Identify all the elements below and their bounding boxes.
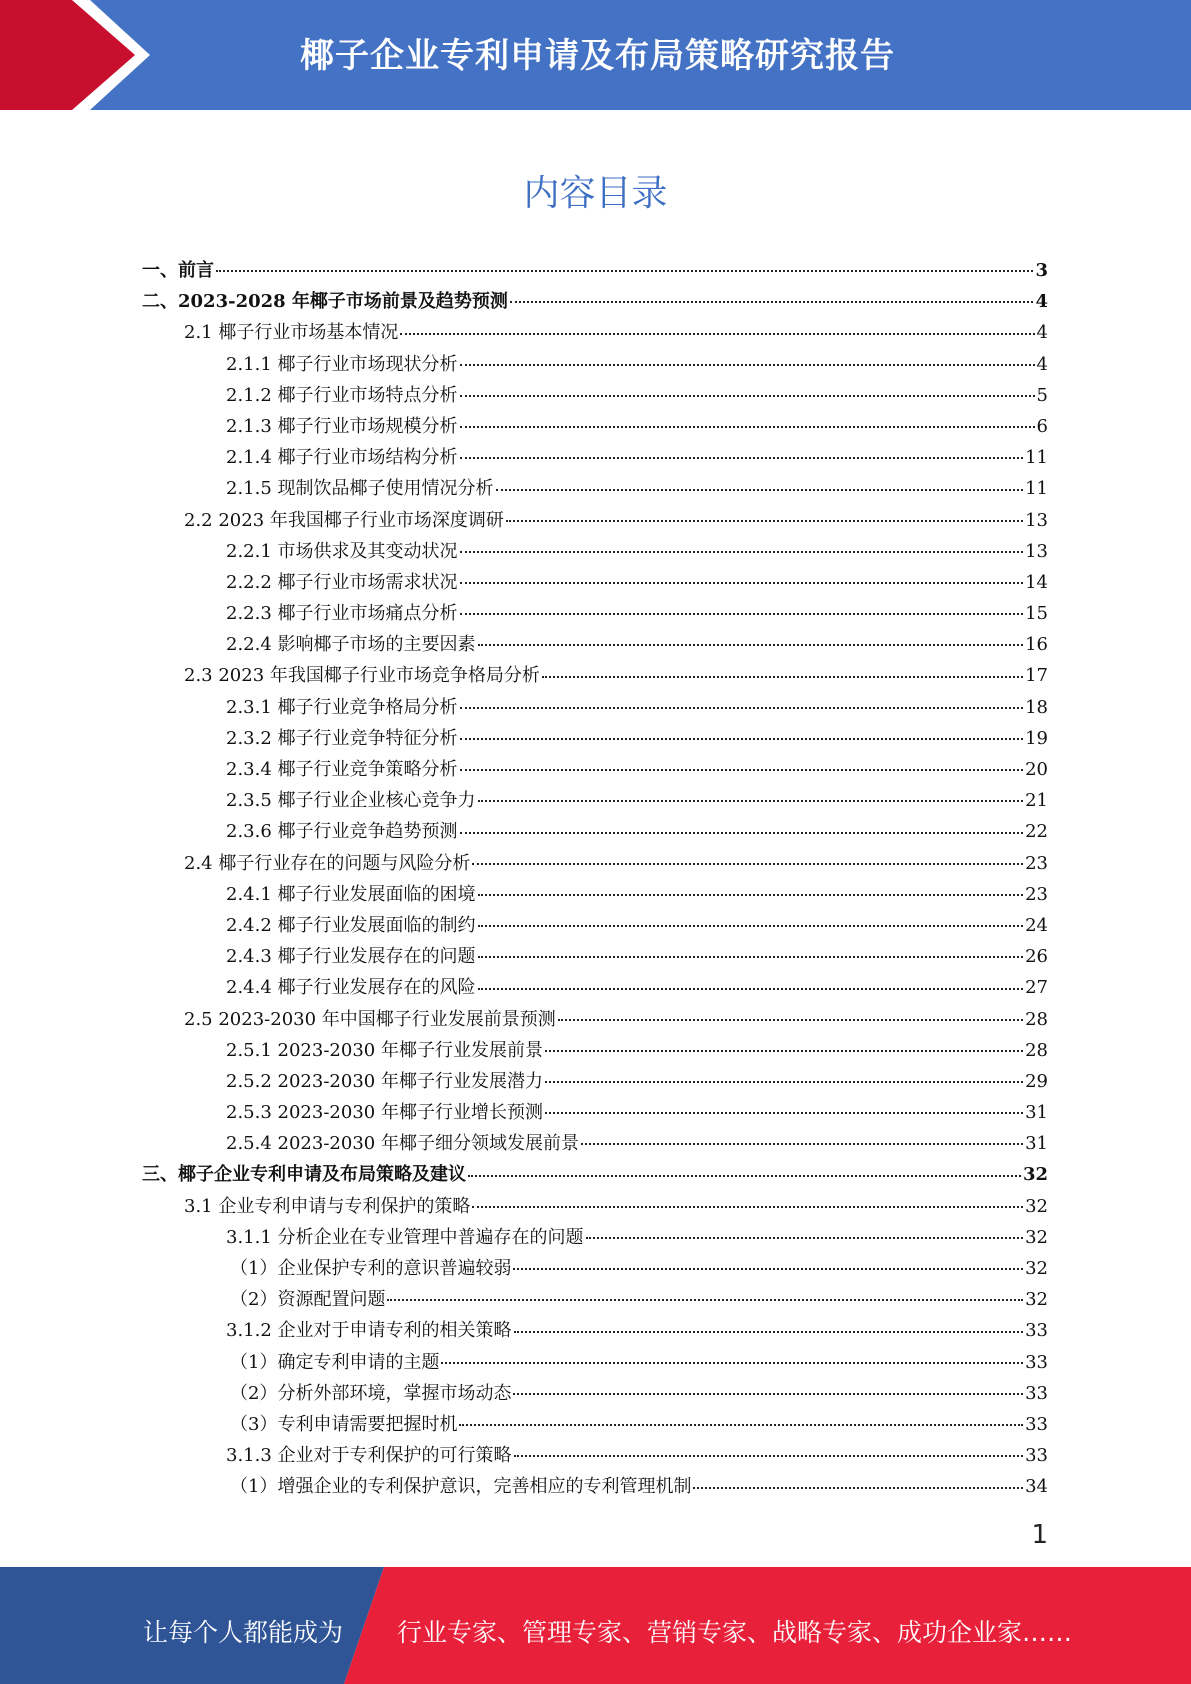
toc-entry-label: 2.3.1 椰子行业竞争格局分析 (226, 696, 458, 718)
toc-entry-page: 32 (1025, 1258, 1048, 1279)
toc-entry-label: 2.4.1 椰子行业发展面临的困境 (226, 883, 476, 905)
toc-leader-dots (460, 769, 1024, 771)
toc-entry-page: 11 (1025, 447, 1048, 469)
toc-entry-label: （2）分析外部环境，掌握市场动态 (230, 1382, 512, 1404)
toc-entry-page: 32 (1025, 1289, 1048, 1311)
toc-entry-label: 2.1 椰子行业市场基本情况 (184, 322, 399, 344)
toc-leader-dots (514, 1331, 1024, 1333)
toc-entry-page: 24 (1025, 914, 1048, 936)
toc-leader-dots (460, 832, 1024, 834)
toc-leader-dots (468, 1175, 1021, 1177)
toc-entry[interactable] (142, 473, 1048, 504)
toc-entry[interactable] (142, 1315, 1048, 1346)
toc-entry-page: 5 (1036, 384, 1048, 406)
toc-entry-page: 16 (1025, 634, 1048, 656)
toc-entry-label: 3.1.1 分析企业在专业管理中普遍存在的问题 (226, 1226, 584, 1248)
toc-leader-dots (460, 426, 1035, 428)
toc-entry[interactable] (142, 941, 1048, 972)
toc-entry-page: 28 (1025, 1008, 1048, 1030)
toc-entry-page: 32 (1022, 1164, 1048, 1186)
toc-leader-dots (460, 551, 1024, 553)
page-number: 1 (1031, 1520, 1048, 1550)
toc-leader-dots (545, 1050, 1023, 1052)
toc-leader-dots (545, 1081, 1023, 1083)
toc-entry[interactable] (142, 1004, 1048, 1035)
toc-entry-page: 22 (1025, 821, 1048, 843)
toc-entry-page: 26 (1025, 946, 1048, 968)
toc-leader-dots (514, 1455, 1024, 1457)
toc-entry[interactable] (142, 1253, 1048, 1284)
toc-entry-label: 二、2023-2028 年椰子市场前景及趋势预测 (142, 291, 508, 313)
toc-entry-label: 2.4.3 椰子行业发展存在的问题 (226, 946, 476, 968)
toc-entry-label: 2.3.6 椰子行业竞争趋势预测 (226, 821, 458, 843)
toc-entry-page: 23 (1025, 852, 1048, 874)
toc-entry-label: 2.1.2 椰子行业市场特点分析 (226, 384, 458, 406)
toc-leader-dots (478, 894, 1024, 896)
toc-entry[interactable] (142, 1035, 1048, 1066)
toc-entry[interactable] (142, 692, 1048, 723)
toc-leader-dots (460, 395, 1035, 397)
toc-entry[interactable] (142, 286, 1048, 317)
toc-entry-label: 2.5.2 2023-2030 年椰子行业发展潜力 (226, 1070, 543, 1092)
toc-leader-dots (478, 956, 1024, 958)
toc-entry[interactable] (142, 536, 1048, 567)
toc-leader-dots (545, 1112, 1023, 1114)
toc-leader-dots (496, 489, 1024, 491)
toc-leader-dots (558, 1019, 1023, 1021)
report-title: 椰子企业专利申请及布局策略研究报告 (300, 36, 895, 76)
toc-entry[interactable] (142, 629, 1048, 660)
toc-leader-dots (581, 1143, 1023, 1145)
toc-leader-dots (478, 644, 1024, 646)
toc-leader-dots (510, 301, 1034, 303)
toc-entry-label: 2.4.4 椰子行业发展存在的风险 (226, 977, 476, 999)
toc-entry[interactable] (142, 972, 1048, 1003)
toc-entry-page: 31 (1025, 1102, 1048, 1124)
toc-entry[interactable] (142, 910, 1048, 941)
toc-entry-page: 33 (1025, 1413, 1048, 1435)
toc-entry-label: 2.3.5 椰子行业企业核心竞争力 (226, 790, 476, 812)
toc-entry[interactable] (142, 317, 1048, 348)
toc-entry-page: 34 (1025, 1476, 1048, 1498)
toc-entry-label: 2.5 2023-2030 年中国椰子行业发展前景预测 (184, 1008, 556, 1030)
toc-entry-label: 2.5.1 2023-2030 年椰子行业发展前景 (226, 1039, 543, 1061)
toc-entry[interactable] (142, 505, 1048, 536)
toc-entry[interactable] (142, 1284, 1048, 1315)
toc-entry[interactable] (142, 349, 1048, 380)
toc-leader-dots (478, 800, 1024, 802)
table-of-contents (142, 255, 1048, 1503)
toc-entry-label: 2.1.1 椰子行业市场现状分析 (226, 353, 458, 375)
toc-entry-page: 13 (1025, 509, 1048, 531)
toc-entry-page: 33 (1025, 1351, 1048, 1373)
toc-entry-page: 31 (1025, 1133, 1048, 1155)
toc-leader-dots (460, 457, 1024, 459)
toc-entry[interactable] (142, 723, 1048, 754)
toc-leader-dots (693, 1487, 1023, 1489)
toc-entry-page: 4 (1036, 322, 1048, 344)
toc-entry-label: 3.1.3 企业对于专利保护的可行策略 (226, 1445, 512, 1467)
toc-leader-dots (513, 1393, 1023, 1395)
toc-leader-dots (542, 676, 1023, 678)
toc-leader-dots (400, 333, 1034, 335)
toc-entry-page: 18 (1025, 696, 1048, 718)
toc-entry-page: 6 (1036, 415, 1048, 437)
toc-entry[interactable] (142, 442, 1048, 473)
toc-heading: 内容目录 (523, 173, 668, 214)
toc-entry-page: 32 (1025, 1226, 1048, 1248)
toc-entry-page: 21 (1025, 790, 1048, 812)
toc-entry[interactable] (142, 380, 1048, 411)
toc-entry-label: 3.1 企业专利申请与专利保护的策略 (184, 1195, 471, 1217)
toc-entry-label: 2.2.2 椰子行业市场需求状况 (226, 571, 458, 593)
toc-entry-page: 33 (1025, 1445, 1048, 1467)
toc-entry-label: 2.2.4 影响椰子市场的主要因素 (226, 634, 476, 656)
toc-entry-page: 4 (1035, 291, 1048, 313)
toc-entry[interactable] (142, 1471, 1048, 1502)
toc-entry-page: 27 (1025, 977, 1048, 999)
toc-entry-label: （1）增强企业的专利保护意识，完善相应的专利管理机制 (230, 1476, 692, 1498)
toc-leader-dots (460, 582, 1024, 584)
footer-banner (0, 1567, 1191, 1684)
toc-entry-page: 33 (1025, 1320, 1048, 1342)
toc-entry[interactable] (142, 660, 1048, 691)
toc-entry-label: 2.3.2 椰子行业竞争特征分析 (226, 727, 458, 749)
toc-entry-label: 2.3 2023 年我国椰子行业市场竞争格局分析 (184, 665, 540, 687)
toc-entry-label: 2.2 2023 年我国椰子行业市场深度调研 (184, 509, 504, 531)
toc-entry-label: 2.1.4 椰子行业市场结构分析 (226, 447, 458, 469)
toc-entry-label: 2.1.3 椰子行业市场规模分析 (226, 415, 458, 437)
toc-entry-page: 20 (1025, 759, 1048, 780)
toc-entry-label: （1）确定专利申请的主题 (230, 1351, 440, 1373)
toc-entry-page: 3 (1035, 260, 1048, 281)
toc-entry-label: 2.2.1 市场供求及其变动状况 (226, 540, 458, 562)
toc-entry[interactable] (142, 1097, 1048, 1128)
toc-entry-label: 三、椰子企业专利申请及布局策略及建议 (142, 1164, 466, 1186)
toc-entry-page: 13 (1025, 540, 1048, 562)
toc-entry-label: 2.4.2 椰子行业发展面临的制约 (226, 914, 476, 936)
toc-entry-label: （3）专利申请需要把握时机 (230, 1413, 458, 1435)
toc-leader-dots (506, 520, 1023, 522)
toc-leader-dots (478, 925, 1024, 927)
footer-slogan-left: 让每个人都能成为 (143, 1618, 344, 1647)
toc-entry-page: 28 (1025, 1039, 1048, 1061)
toc-entry[interactable] (142, 1066, 1048, 1097)
toc-leader-dots (478, 988, 1024, 990)
toc-entry-label: （2）资源配置问题 (230, 1289, 386, 1311)
toc-entry[interactable] (142, 567, 1048, 598)
toc-entry-label: 2.2.3 椰子行业市场痛点分析 (226, 603, 458, 625)
toc-leader-dots (460, 738, 1024, 740)
toc-entry-page: 15 (1025, 603, 1048, 625)
toc-entry-label: （1）企业保护专利的意识普遍较弱 (230, 1258, 512, 1279)
toc-entry[interactable] (142, 848, 1048, 879)
toc-entry[interactable] (142, 255, 1048, 286)
toc-entry-label: 一、前言 (142, 260, 214, 281)
toc-entry-page: 17 (1025, 665, 1048, 687)
toc-entry-page: 11 (1025, 478, 1048, 500)
toc-entry[interactable] (142, 1191, 1048, 1222)
toc-entry[interactable] (142, 1347, 1048, 1378)
toc-entry[interactable] (142, 785, 1048, 816)
toc-leader-dots (387, 1299, 1023, 1301)
toc-leader-dots (460, 364, 1035, 366)
toc-entry[interactable] (142, 411, 1048, 442)
toc-entry-page: 19 (1025, 727, 1048, 749)
toc-leader-dots (513, 1268, 1023, 1270)
footer-slogan-right: 行业专家、管理专家、营销专家、战略专家、成功企业家…… (397, 1618, 1073, 1647)
toc-entry[interactable] (142, 754, 1048, 785)
toc-leader-dots (459, 1424, 1023, 1426)
toc-entry[interactable] (142, 1378, 1048, 1409)
toc-entry-label: 3.1.2 企业对于申请专利的相关策略 (226, 1320, 512, 1342)
toc-entry[interactable] (142, 1128, 1048, 1159)
toc-entry-label: 2.1.5 现制饮品椰子使用情况分析 (226, 478, 494, 500)
toc-leader-dots (441, 1362, 1023, 1364)
header-banner (0, 0, 1191, 110)
toc-entry[interactable] (142, 879, 1048, 910)
toc-leader-dots (216, 270, 1033, 272)
toc-entry-page: 23 (1025, 883, 1048, 905)
toc-entry[interactable] (142, 1440, 1048, 1471)
toc-leader-dots (472, 863, 1023, 865)
toc-entry-label: 2.4 椰子行业存在的问题与风险分析 (184, 852, 471, 874)
toc-entry-page: 32 (1025, 1195, 1048, 1217)
toc-entry-page: 33 (1025, 1382, 1048, 1404)
toc-leader-dots (460, 707, 1024, 709)
toc-entry[interactable] (142, 598, 1048, 629)
toc-entry[interactable] (142, 816, 1048, 847)
toc-entry-page: 14 (1025, 571, 1048, 593)
toc-leader-dots (460, 613, 1024, 615)
toc-entry-label: 2.5.4 2023-2030 年椰子细分领域发展前景 (226, 1133, 579, 1155)
toc-entry[interactable] (142, 1409, 1048, 1440)
toc-leader-dots (472, 1206, 1023, 1208)
toc-leader-dots (586, 1237, 1024, 1239)
toc-entry[interactable] (142, 1159, 1048, 1190)
toc-entry-label: 2.5.3 2023-2030 年椰子行业增长预测 (226, 1102, 543, 1124)
toc-entry-label: 2.3.4 椰子行业竞争策略分析 (226, 759, 458, 780)
toc-entry[interactable] (142, 1222, 1048, 1253)
toc-entry-page: 4 (1036, 353, 1048, 375)
toc-entry-page: 29 (1025, 1070, 1048, 1092)
